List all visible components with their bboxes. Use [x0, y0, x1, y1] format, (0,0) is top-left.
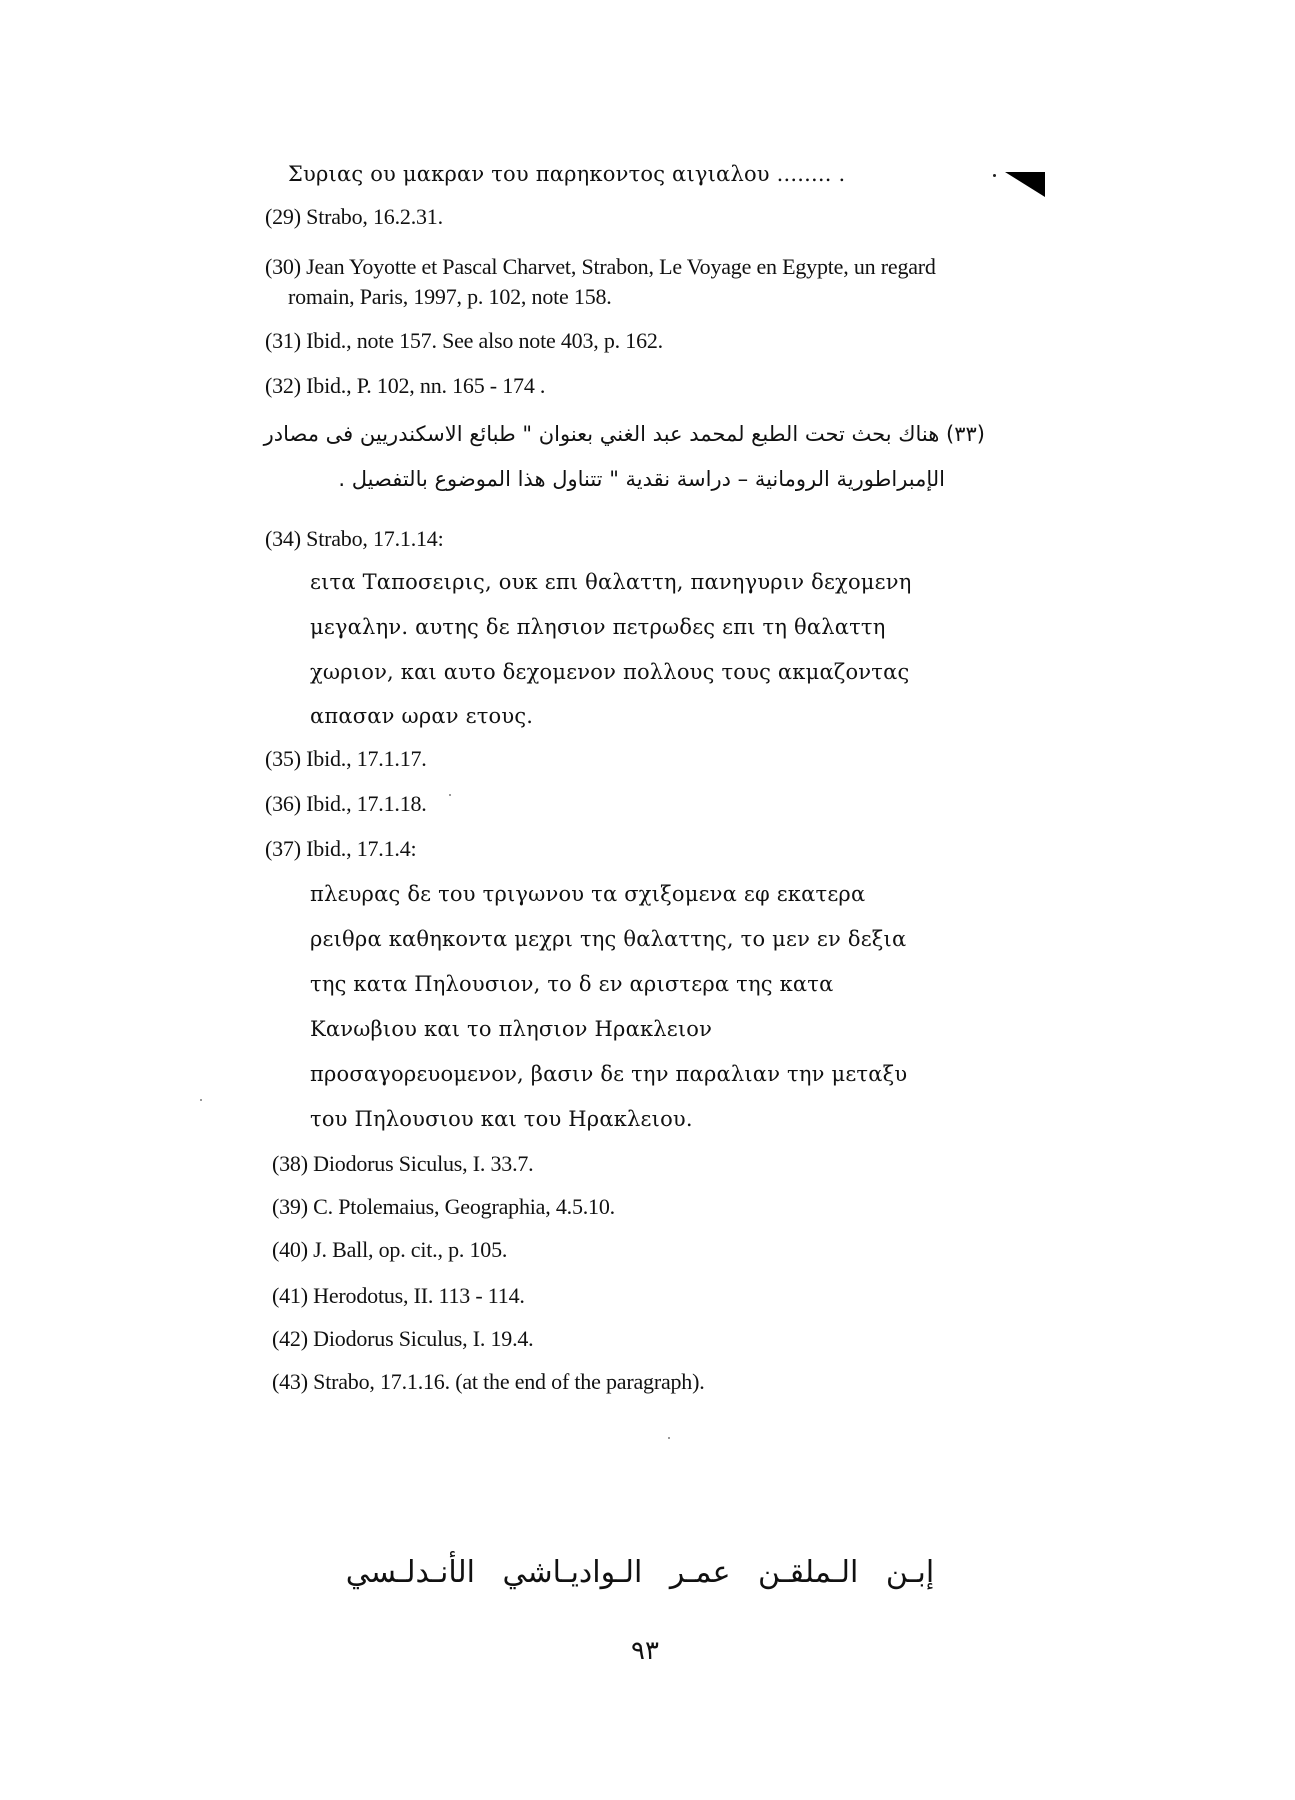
footnote-35: [265, 745, 427, 773]
scan-speck: [200, 1099, 202, 1101]
footnote-43: [272, 1368, 705, 1396]
footnote-number: (37): [265, 836, 301, 861]
footnote-number: (43): [272, 1369, 308, 1394]
footnote-number: (42): [272, 1326, 308, 1351]
footnote-text: Strabo, 16.2.31.: [306, 204, 443, 229]
greek-quote-line: της κατα Πηλουσιον, το δ εν αριστερα της κατα: [310, 972, 834, 996]
footnote-number: (36): [265, 791, 301, 816]
footnote-number: (35): [265, 746, 301, 771]
footnote-text: Ibid., P. 102, nn. 165 - 174 .: [306, 373, 546, 398]
footnote-31: [265, 327, 663, 355]
footnote-38: [272, 1150, 533, 1178]
footnote-33-continuation: الإمبراطورية الرومانية – دراسة نقدية " تتناول هذا الموضوع بالتفصيل .: [338, 467, 945, 491]
page-number: ٩٣: [631, 1636, 659, 1666]
footnote-text: J. Ball, op. cit., p. 105.: [313, 1237, 508, 1262]
footnote-number: (41): [272, 1283, 308, 1308]
footnote-number: (29): [265, 204, 301, 229]
footnote-29: [265, 203, 443, 231]
footnote-34: [265, 525, 444, 553]
footnote-42: [272, 1325, 533, 1353]
footnote-number: (32): [265, 373, 301, 398]
greek-quote-line: απασαν ωραν ετους.: [310, 704, 534, 728]
footnote-text: Jean Yoyotte et Pascal Charvet, Strabon, Le Voyage en Egypte, un regard: [306, 254, 936, 279]
footnote-37: [265, 835, 416, 863]
footnote-text: Herodotus, II. 113 - 114.: [313, 1283, 525, 1308]
footnote-39: [272, 1193, 615, 1221]
footnote-text: Strabo, 17.1.16. (at the end of the paragraph).: [313, 1369, 705, 1394]
footnote-32: [265, 372, 545, 400]
footnote-33: [263, 420, 985, 448]
footnote-30-continuation: romain, Paris, 1997, p. 102, note 158.: [288, 284, 612, 309]
footnote-text: Ibid., 17.1.17.: [306, 746, 427, 771]
footnote-text: Ibid., 17.1.4:: [306, 836, 417, 861]
footnote-text: Ibid., note 157. See also note 403, p. 162.: [306, 328, 663, 353]
greek-quote-line: Κανωβιου και το πλησιον Ηρακλειον: [310, 1017, 713, 1041]
footnote-number: (38): [272, 1151, 308, 1176]
greek-quote-line: μεγαλην. αυτης δε πλησιον πετρωδες επι τη θαλαττη: [310, 615, 886, 639]
footnote-number: (34): [265, 526, 301, 551]
greek-quote-line: του Πηλουσιου και του Ηρακλειου.: [310, 1107, 693, 1131]
footnote-number: (31): [265, 328, 301, 353]
greek-quote-line: ειτα Ταποσειρις, ουκ επι θαλαττη, πανηγυριν δεχομενη: [310, 570, 912, 594]
greek-quote-line: ρειθρα καθηκοντα μεχρι της θαλαττης, το μεν εν δεξια: [310, 927, 907, 951]
footnote-number: (39): [272, 1194, 308, 1219]
greek-continuation-line: Συριας ου μακραν του παρηκοντος αιγιαλου ........ .: [288, 162, 846, 186]
footnote-text: Strabo, 17.1.14:: [306, 526, 444, 551]
scan-speck: [993, 174, 996, 177]
page-corner-mark: [1005, 172, 1045, 197]
footnote-text: Diodorus Siculus, I. 33.7.: [313, 1151, 534, 1176]
greek-quote-line: χωριον, και αυτο δεχομενον πολλους τους ακμαζοντας: [310, 660, 910, 684]
footnote-text: هناك بحث تحت الطبع لمحمد عبد الغني بعنوان " طبائع الاسكندريين فى مصادر: [263, 422, 940, 446]
footnote-text: Diodorus Siculus, I. 19.4.: [313, 1326, 534, 1351]
footnote-40: [272, 1236, 507, 1264]
footnote-41: [272, 1282, 525, 1310]
footnote-number: (٣٣): [946, 422, 985, 446]
footnote-text: C. Ptolemaius, Geographia, 4.5.10.: [313, 1194, 615, 1219]
footnote-number: (30): [265, 254, 301, 279]
footnote-30: [265, 253, 936, 281]
scan-speck: [668, 1437, 670, 1439]
greek-quote-line: προσαγορευομενον, βασιν δε την παραλιαν την μεταξυ: [310, 1062, 908, 1086]
footnote-36: [265, 790, 427, 818]
running-footer-author: إبـن الـملقـن عمـر الـواديـاشي الأنـدلـسي: [345, 1555, 935, 1590]
greek-quote-line: πλευρας δε του τριγωνου τα σχιξομενα εφ εκατερα: [310, 882, 866, 906]
footnote-number: (40): [272, 1237, 308, 1262]
scan-speck: [449, 794, 451, 796]
footnote-text: Ibid., 17.1.18.: [306, 791, 427, 816]
